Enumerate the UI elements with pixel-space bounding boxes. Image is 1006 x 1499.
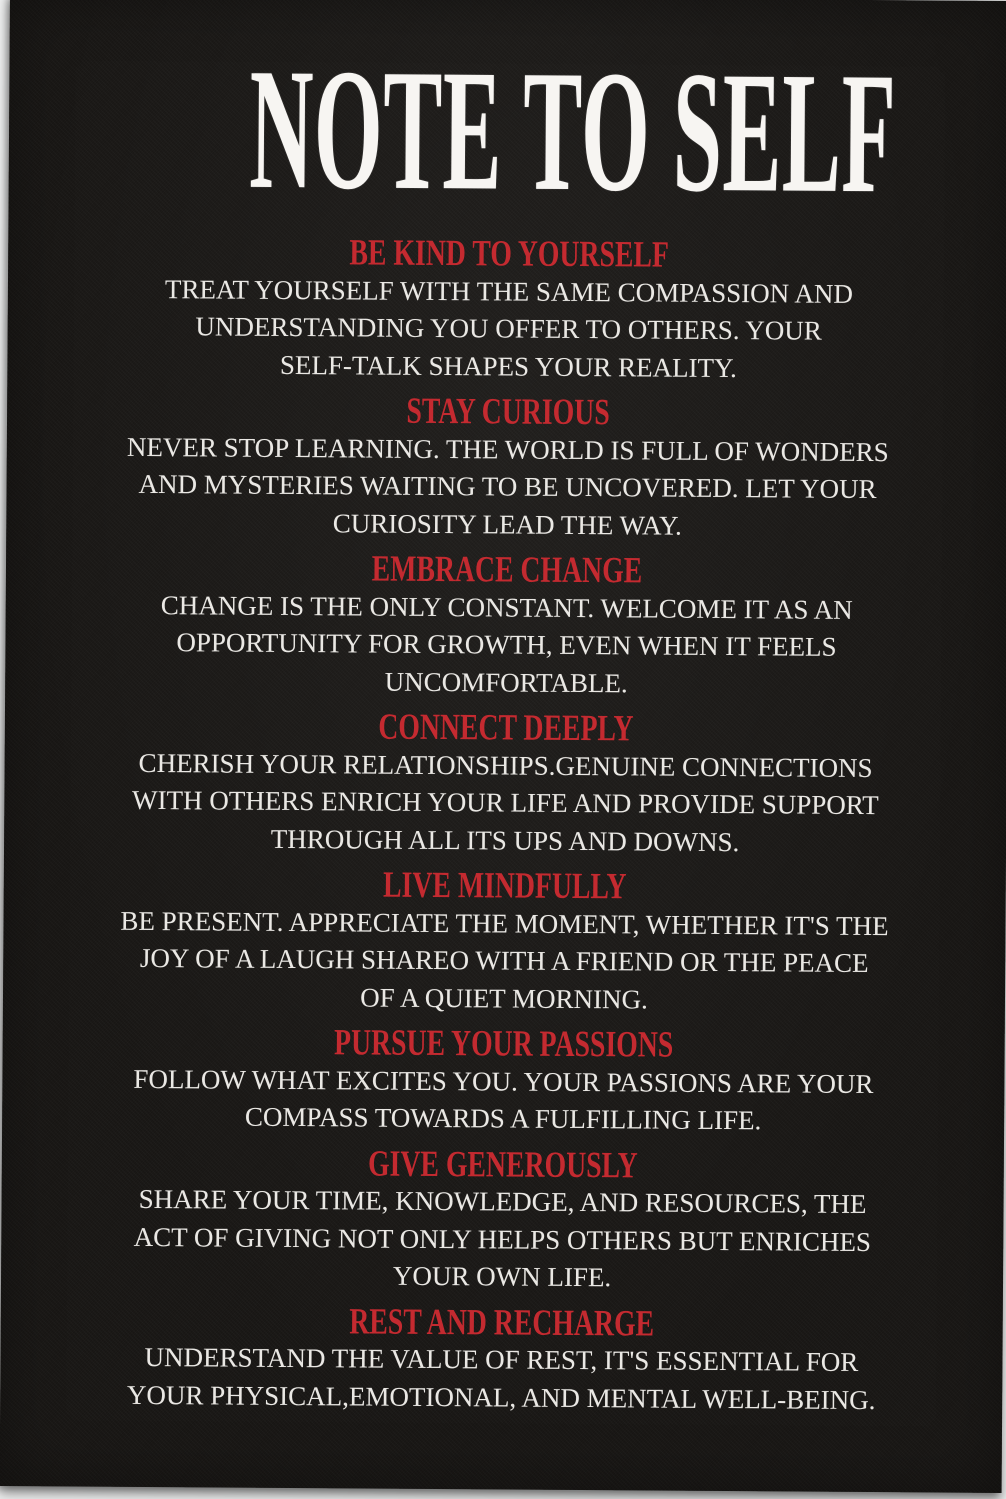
sections-list <box>0 232 1006 1420</box>
body-line: OPPORTUNITY FOR GROWTH, EVEN WHEN IT FEELS <box>176 627 837 662</box>
section-heading: GIVE GENEROUSLY <box>367 1143 638 1186</box>
section-heading: STAY CURIOUS <box>406 390 610 434</box>
section-body <box>5 585 1006 704</box>
body-line: JOY OF A LAUGH SHAREO WITH A FRIEND OR THE PEACE <box>139 942 869 979</box>
poster-section <box>1 1142 1004 1299</box>
body-line: SHARE YOUR TIME, KNOWLEDGE, AND RESOURCES, THE <box>138 1183 867 1220</box>
section-heading: CONNECT DEEPLY <box>378 706 634 750</box>
body-line: CURIOSITY LEAD THE WAY. <box>332 507 682 541</box>
body-line: YOUR PHYSICAL,EMOTIONAL, AND MENTAL WELL-BEING. <box>126 1379 876 1415</box>
body-line: OF A QUIET MORNING. <box>360 981 648 1014</box>
section-body <box>6 427 1006 546</box>
section-heading: EMBRACE CHANGE <box>371 548 643 592</box>
body-line: UNDERSTAND THE VALUE OF REST, IT'S ESSENTIAL FOR <box>144 1341 859 1377</box>
section-heading: LIVE MINDFULLY <box>382 864 627 908</box>
body-line: AND MYSTERIES WAITING TO BE UNCOVERED. LET YOUR <box>138 468 877 505</box>
poster-section <box>7 232 1006 389</box>
body-line: NEVER STOP LEARNING. THE WORLD IS FULL OF WONDERS <box>126 431 889 467</box>
section-body <box>0 1338 1002 1420</box>
section-body <box>1 1180 1004 1299</box>
body-line: BE PRESENT. APPRECIATE THE MOMENT, WHETHER IT'S THE <box>120 905 889 941</box>
body-line: THROUGH ALL ITS UPS AND DOWNS. <box>270 823 740 857</box>
section-body <box>2 1059 1004 1141</box>
body-line: CHANGE IS THE ONLY CONSTANT. WELCOME IT AS AN <box>160 589 853 625</box>
body-line: SELF-TALK SHAPES YOUR REALITY. <box>279 349 737 383</box>
section-body <box>3 901 1006 1020</box>
poster-section <box>2 1022 1005 1141</box>
body-line: YOUR OWN LIFE. <box>392 1260 612 1293</box>
poster-title: NOTE TO SELF <box>248 32 897 230</box>
section-body <box>4 743 1006 862</box>
body-line: UNCOMFORTABLE. <box>384 666 628 698</box>
body-line: UNDERSTANDING YOU OFFER TO OTHERS. YOUR <box>195 311 822 346</box>
section-body <box>7 269 1006 388</box>
poster-section <box>0 1300 1003 1419</box>
poster-section <box>3 864 1006 1021</box>
section-heading: PURSUE YOUR PASSIONS <box>333 1022 674 1066</box>
section-heading: BE KIND TO YOURSELF <box>349 232 670 276</box>
section-heading: REST AND RECHARGE <box>349 1300 655 1345</box>
poster-section <box>5 548 1006 705</box>
body-line: COMPASS TOWARDS A FULFILLING LIFE. <box>244 1101 762 1136</box>
body-line: CHERISH YOUR RELATIONSHIPS.GENUINE CONNECTIONS <box>138 747 873 783</box>
body-line: WITH OTHERS ENRICH YOUR LIFE AND PROVIDE SUPPORT <box>131 784 879 821</box>
poster-section <box>4 706 1006 863</box>
body-line: TREAT YOURSELF WITH THE SAME COMPASSION AND <box>164 273 854 309</box>
poster-section <box>6 390 1006 547</box>
body-line: FOLLOW WHAT EXCITES YOU. YOUR PASSIONS ARE YOUR <box>133 1063 874 1099</box>
body-line: ACT OF GIVING NOT ONLY HELPS OTHERS BUT ENRICHES <box>133 1221 872 1257</box>
